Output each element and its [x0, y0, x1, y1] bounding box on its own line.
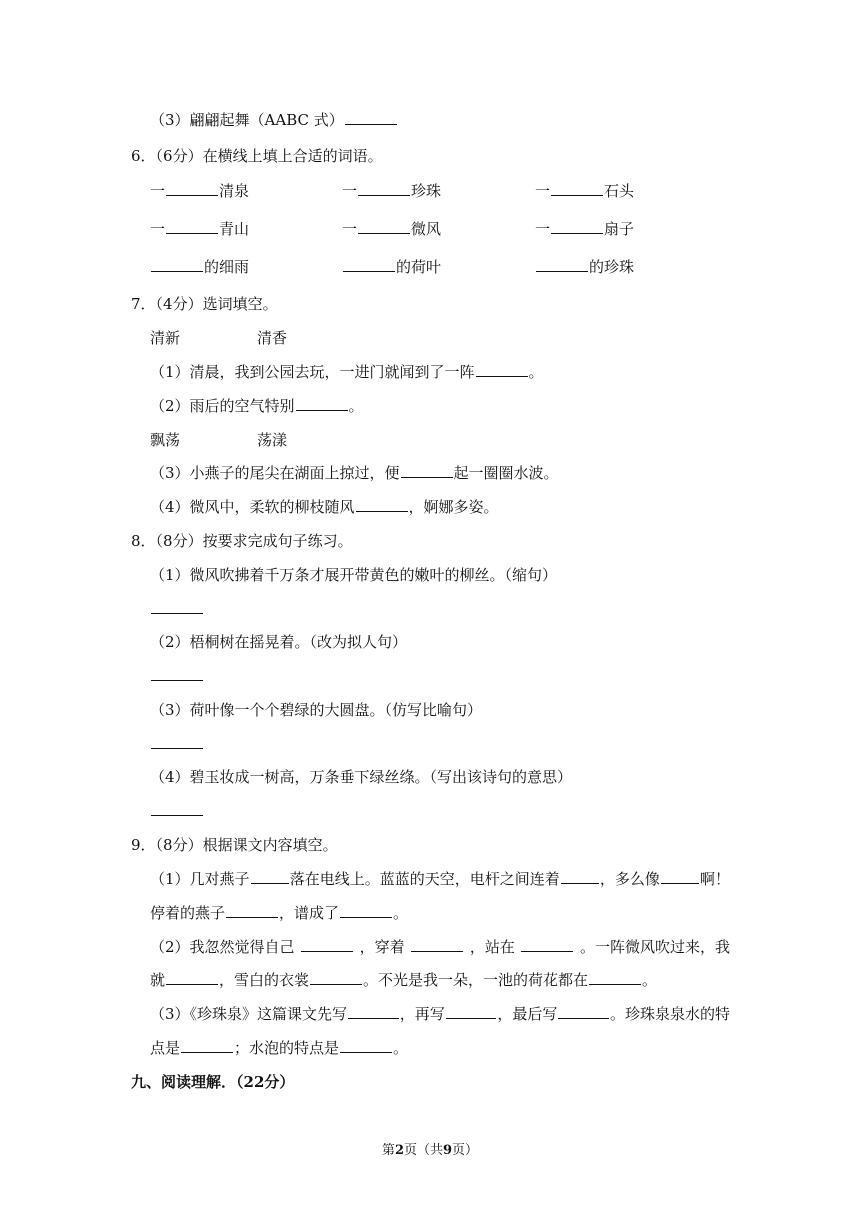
- q7-word-option: 清新: [150, 329, 181, 347]
- q6-r2-c2: 一 微风: [342, 220, 442, 238]
- answer-blank[interactable]: [356, 497, 408, 512]
- answer-blank[interactable]: [151, 734, 203, 749]
- q8-header: 8．（8分）按要求完成句子练习。: [131, 532, 353, 550]
- q8-answer-3[interactable]: [150, 734, 204, 754]
- q5-item-3: （3）翩翩起舞（AABC 式）: [150, 110, 398, 130]
- answer-blank[interactable]: [301, 937, 353, 952]
- q7-item-2: （2）雨后的空气特别 。: [150, 397, 364, 415]
- q6-r1-c2: 一 珍珠: [342, 182, 442, 200]
- q9-line-3: （2）我忽然觉得自己 ，穿着 ，站在 。一阵微风吹过来，我: [150, 938, 730, 956]
- q6-r1-c3: 一 石头: [535, 182, 635, 200]
- total-pages: 9: [443, 1143, 453, 1158]
- answer-blank[interactable]: [446, 1004, 497, 1019]
- section-heading: 九、阅读理解．（22分）: [131, 1073, 295, 1091]
- answer-blank[interactable]: [476, 362, 528, 377]
- answer-blank[interactable]: [166, 970, 218, 985]
- q7-word-option: 清香: [257, 329, 288, 347]
- answer-blank[interactable]: [551, 181, 603, 196]
- q7-header: 7．（4分）选词填空。: [131, 295, 278, 313]
- q8-item-1: （1）微风吹拂着千万条才展开带黄色的嫩叶的柳丝。（缩句）: [150, 566, 558, 584]
- answer-blank[interactable]: [151, 599, 203, 614]
- q8-answer-1[interactable]: [150, 599, 204, 619]
- q6-r3-c3: 的珍珠: [535, 257, 634, 277]
- q8-answer-2[interactable]: [150, 666, 204, 686]
- page-footer: 第2页（共9页）: [381, 1143, 479, 1158]
- answer-blank[interactable]: [661, 869, 699, 884]
- q7-word-option: 飘荡: [150, 431, 181, 449]
- answer-blank[interactable]: [551, 219, 603, 234]
- answer-blank[interactable]: [310, 970, 362, 985]
- answer-blank[interactable]: [536, 257, 588, 272]
- q8-item-3: （3）荷叶像一个个碧绿的大圆盘。（仿写比喻句）: [150, 701, 483, 719]
- q8-answer-4[interactable]: [150, 801, 204, 821]
- answer-blank[interactable]: [521, 937, 573, 952]
- answer-blank[interactable]: [358, 181, 410, 196]
- answer-blank[interactable]: [166, 219, 218, 234]
- answer-blank[interactable]: [151, 801, 203, 816]
- answer-blank[interactable]: [358, 219, 410, 234]
- q7-word-option: 荡漾: [257, 431, 288, 449]
- q8-item-2: （2）梧桐树在摇晃着。（改为拟人句）: [150, 633, 408, 651]
- answer-blank[interactable]: [251, 869, 289, 884]
- answer-blank[interactable]: [401, 463, 453, 478]
- q9-line-4: 就 ，雪白的衣裳 。不光是我一朵，一池的荷花都在 。: [150, 971, 658, 989]
- q9-header: 9．（8分）根据课文内容填空。: [131, 836, 338, 854]
- answer-blank[interactable]: [151, 257, 203, 272]
- q6-r2-c3: 一 扇子: [535, 220, 635, 238]
- q6-r3-c1: 的细雨: [150, 257, 249, 277]
- q9-line-1: （1）几对燕子 落在电线上。蓝蓝的天空，电杆之间连着 ，多么像 啊！: [150, 870, 731, 888]
- q9-line-6: 点是 ；水泡的特点是 。: [150, 1039, 409, 1057]
- q9-line-5: （3）《珍珠泉》这篇课文先写 ，再写 ，最后写 。珍珠泉泉水的特: [150, 1005, 731, 1023]
- answer-blank[interactable]: [340, 903, 392, 918]
- q6-r3-c2: 的荷叶: [342, 257, 441, 277]
- q9-line-2: 停着的燕子 ，谱成了 。: [150, 904, 409, 922]
- q6-r2-c1: 一 青山: [150, 220, 250, 238]
- answer-blank[interactable]: [151, 666, 203, 681]
- q6-r1-c1: 一 清泉: [150, 182, 250, 200]
- answer-blank[interactable]: [348, 1004, 399, 1019]
- q6-header: 6．（6分）在横线上填上合适的词语。: [131, 147, 383, 165]
- q7-item-4: （4）微风中，柔软的柳枝随风 ，婀娜多姿。: [150, 498, 499, 516]
- answer-blank[interactable]: [561, 869, 599, 884]
- q8-item-4: （4）碧玉妆成一树高，万条垂下绿丝绦。（写出该诗句的意思）: [150, 768, 573, 786]
- answer-blank[interactable]: [226, 903, 278, 918]
- q7-item-3: （3）小燕子的尾尖在湖面上掠过，便 起一圈圈水波。: [150, 464, 559, 482]
- answer-blank[interactable]: [340, 1038, 392, 1053]
- answer-blank[interactable]: [296, 396, 348, 411]
- page-number: 2: [394, 1143, 404, 1158]
- q7-item-1: （1）清晨，我到公园去玩，一进门就闻到了一阵 。: [150, 363, 544, 381]
- answer-blank[interactable]: [589, 970, 641, 985]
- answer-blank[interactable]: [166, 181, 218, 196]
- answer-blank[interactable]: [343, 257, 395, 272]
- answer-blank[interactable]: [411, 937, 463, 952]
- answer-blank[interactable]: [558, 1004, 609, 1019]
- answer-blank[interactable]: [181, 1038, 233, 1053]
- answer-blank[interactable]: [345, 110, 397, 125]
